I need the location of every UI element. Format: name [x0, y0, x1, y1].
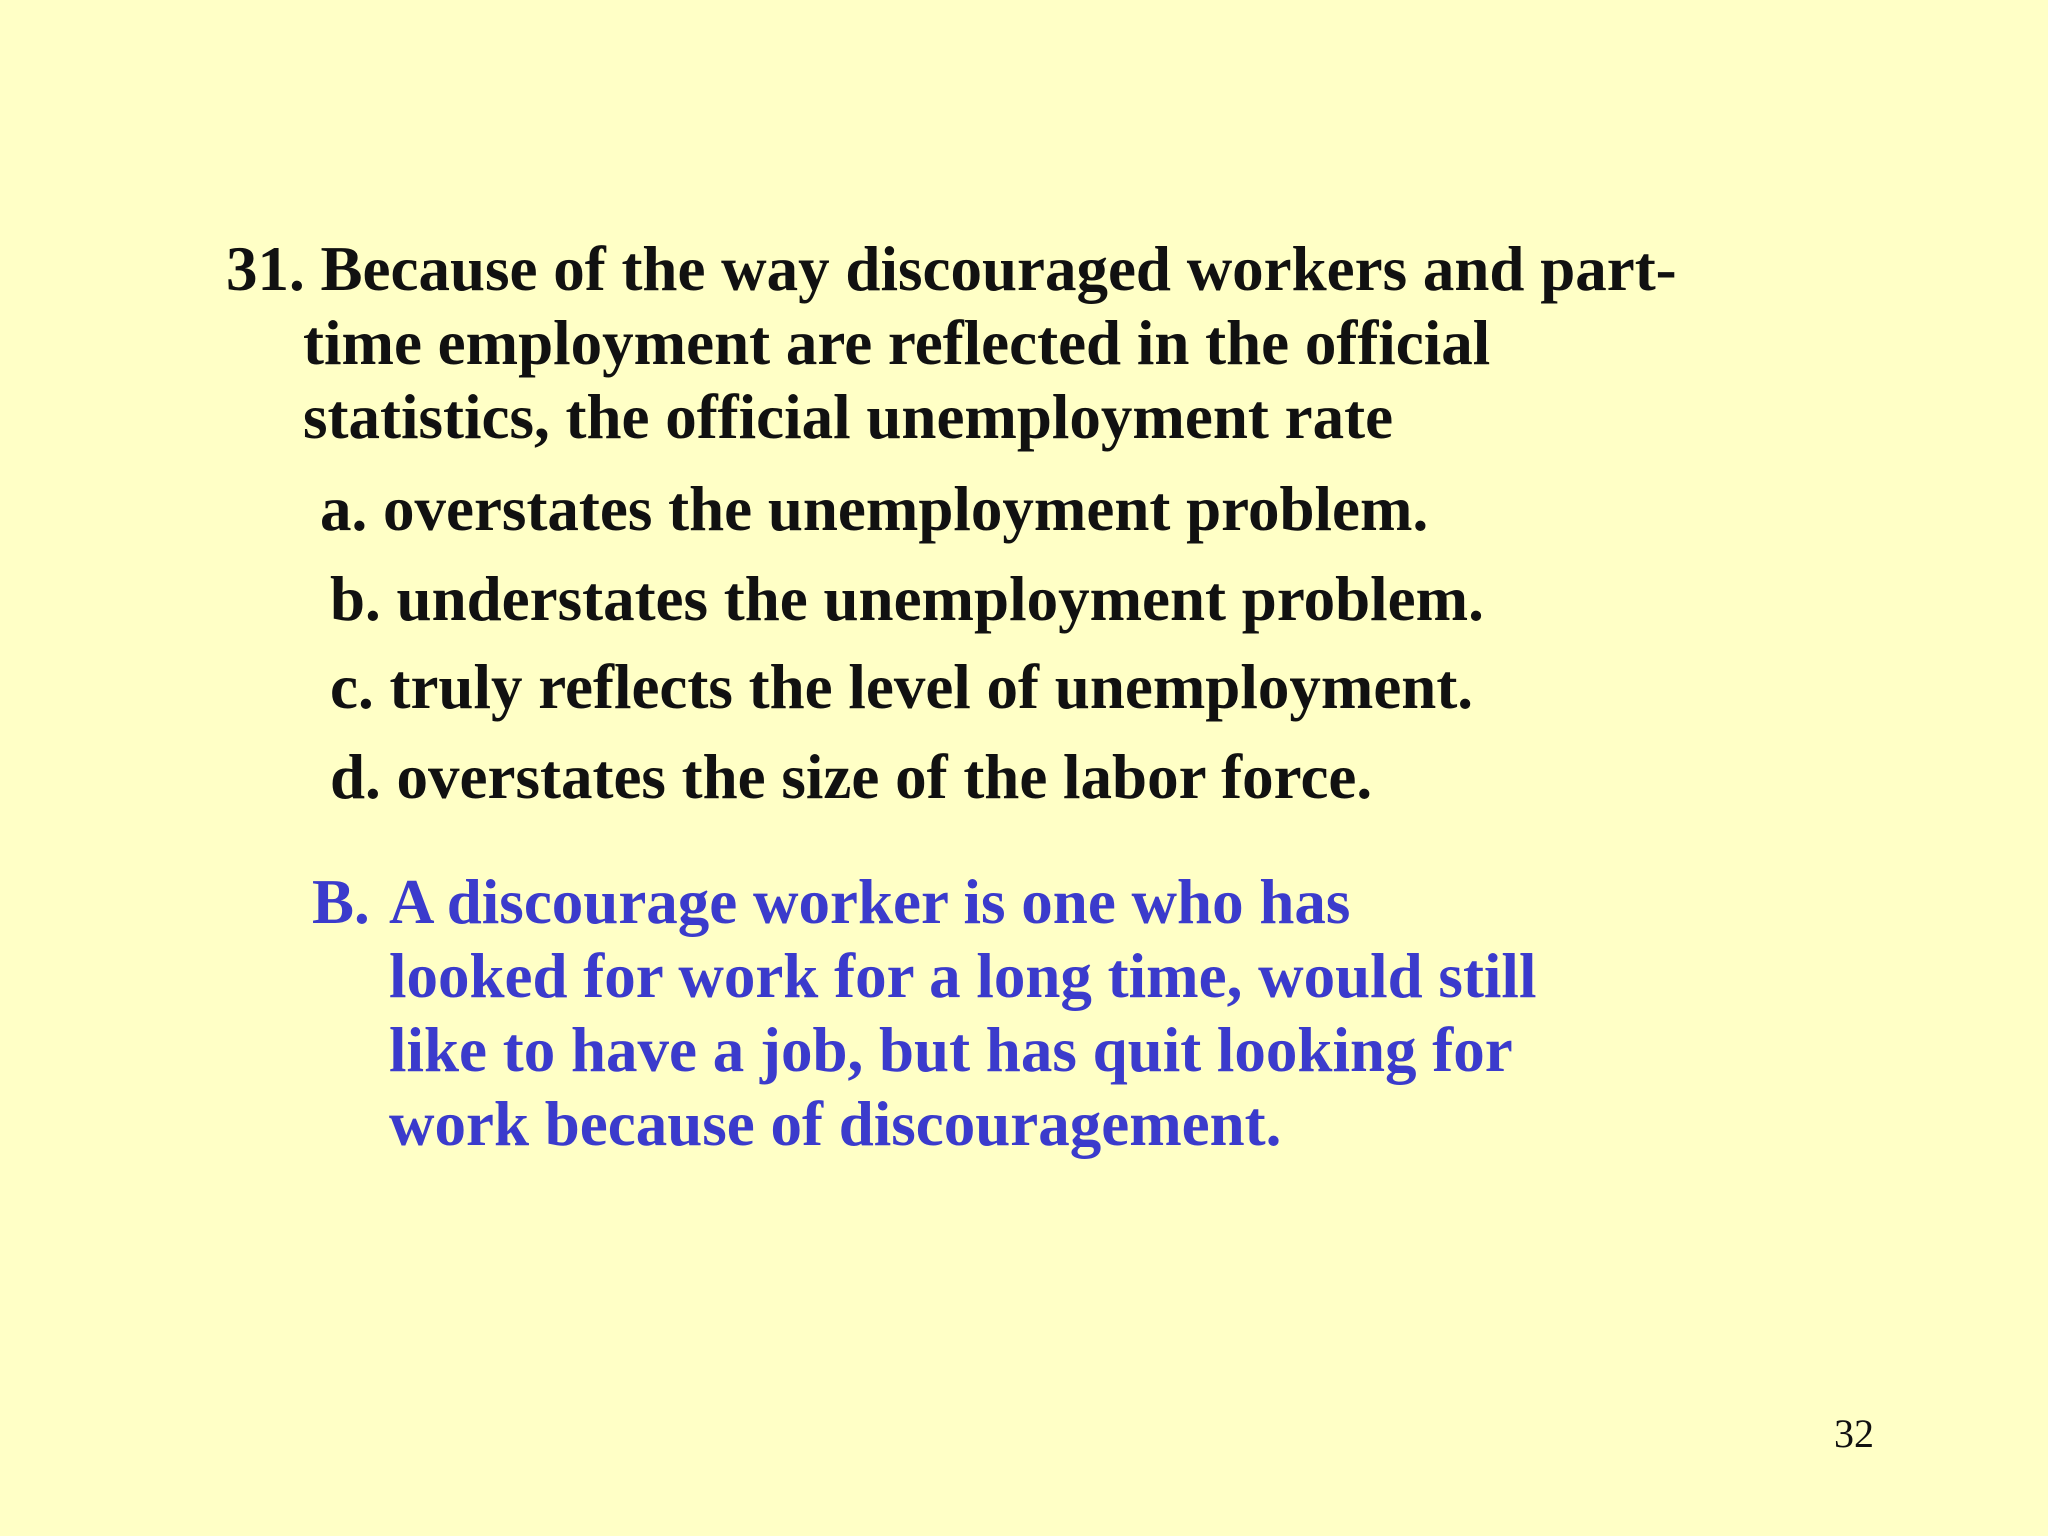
- question-line: statistics, the official unemployment rate: [303, 382, 1394, 452]
- answer-line: like to have a job, but has quit looking for: [389, 1015, 1513, 1085]
- question-line: time employment are reflected in the official: [303, 308, 1491, 378]
- page-number: 32: [1834, 1411, 1874, 1456]
- answer-label: B.: [312, 867, 370, 937]
- option-c: c. truly reflects the level of unemployment.: [330, 652, 1474, 722]
- answer-line: A discourage worker is one who has: [389, 867, 1351, 937]
- option-d: d. overstates the size of the labor force.: [330, 742, 1373, 812]
- option-b: b. understates the unemployment problem.: [330, 564, 1484, 634]
- question-line: 31. Because of the way discouraged workers and part-: [226, 234, 1677, 304]
- answer-line: looked for work for a long time, would still: [389, 941, 1537, 1011]
- answer-line: work because of discouragement.: [389, 1089, 1282, 1159]
- option-a: a. overstates the unemployment problem.: [320, 474, 1429, 544]
